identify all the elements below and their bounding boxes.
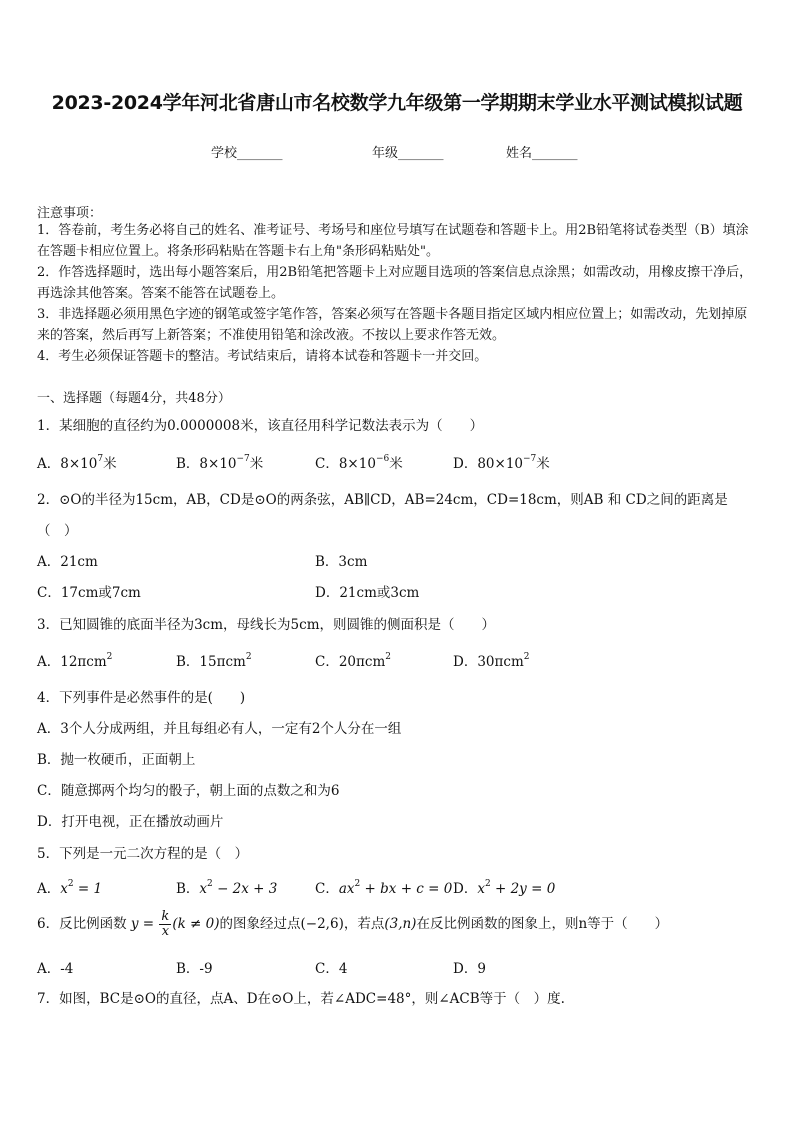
question-2-stem: 2．⊙O的半径为15cm，AB，CD是⊙O的两条弦，AB∥CD，AB=24cm，CD=18cm，则AB 和 CD之间的距离是: [37, 492, 728, 508]
school-field: 学校_______: [211, 146, 283, 161]
q3-option-b: B．15πcm$^2$: [176, 652, 252, 670]
q6-option-c: C．4: [315, 961, 348, 977]
q5-option-a: A．$x^2 = 1$: [37, 879, 103, 897]
question-1-stem: 1．某细胞的直径约为0.0000008米，该直径用科学记数法表示为（ ）: [37, 418, 484, 434]
notes-list: [37, 220, 759, 367]
q5-option-c: C．$ax^2$ + bx + c = 0: [315, 879, 453, 897]
q4-option-a: A．3个人分成两组，并且每组必有人，一定有2个人分在一组: [37, 721, 402, 737]
q5-option-b: B．$x^2 - 2x + 3$: [176, 879, 278, 897]
note-item: 1．答卷前，考生务必将自己的姓名、准考证号、考场号和座位号填写在试题卷和答题卡上。用2B铅笔将试卷类型（B）填涂在答题卡相应位置上。将条形码粘贴在答题卡右上角"条形码粘贴处"。: [37, 223, 749, 259]
note-item: 3．非选择题必须用黑色字迹的钢笔或签字笔作答，答案必须写在答题卡各题目指定区域内相应位置上；如需改动，先划掉原来的答案，然后再写上新答案；不准使用铅笔和涂改液。不按以上要求作答无效。: [37, 307, 748, 343]
note-item: 4．考生必须保证答题卡的整洁。考试结束后，请将本试卷和答题卡一并交回。: [37, 349, 488, 364]
q1-option-d: D．$80\times 10^{-7}$米: [453, 454, 550, 472]
q2-option-b: B．3cm: [315, 554, 368, 570]
note-item: 2．作答选择题时，选出每小题答案后，用2B铅笔把答题卡上对应题目选项的答案信息点涂黑；如需改动，用橡皮擦干净后，再选涂其他答案。答案不能答在试题卷上。: [37, 265, 753, 301]
q3-option-d: D．30πcm$^2$: [453, 652, 530, 670]
notes-heading: 注意事项：: [37, 206, 103, 221]
q6-option-d: D．9: [453, 961, 486, 977]
question-7-stem: 7．如图，BC是⊙O的直径，点A、D在⊙O上，若∠ADC=48°，则∠ACB等于（ ）度.: [37, 991, 565, 1007]
q3-option-c: C．20πcm$^2$: [315, 652, 391, 670]
section-heading: 一、选择题（每题4分，共48分）: [37, 391, 231, 406]
fraction-k-over-x: $\frac{k}{x}$: [161, 909, 170, 939]
name-field: 姓名_______: [506, 146, 578, 161]
q5-option-d: D．$x^2 + 2y = 0$: [453, 879, 556, 897]
q4-option-c: C．随意掷两个均匀的骰子，朝上面的点数之和为6: [37, 783, 340, 799]
q2-option-d: D．21cm或3cm: [315, 585, 420, 601]
q1-option-c: C．$8\times 10^{-6}$米: [315, 454, 403, 472]
q2-option-c: C．17cm或7cm: [37, 585, 141, 601]
q1-option-a: A．$8\times 10^7$米: [37, 454, 117, 472]
question-4-stem: 4．下列事件是必然事件的是( ): [37, 690, 246, 706]
q4-option-b: B．抛一枚硬币，正面朝上: [37, 752, 196, 768]
q6-option-a: A．-4: [37, 961, 74, 977]
question-5-stem: 5．下列是一元二次方程的是（ ）: [37, 846, 249, 862]
question-3-stem: 3．已知圆锥的底面半径为3cm，母线长为5cm，则圆锥的侧面积是（ ）: [37, 617, 495, 633]
q4-option-d: D．打开电视，正在播放动画片: [37, 814, 224, 830]
question-6-stem: 6．反比例函数 y = $\frac{k}{x}$ (k ≠ 0)的图象经过点(−2,6)，若点(3,n)在反比例函数的图象上，则n等于（ ）: [37, 909, 669, 939]
q3-option-a: A．12πcm$^2$: [37, 652, 113, 670]
q2-option-a: A．21cm: [37, 554, 98, 570]
question-2-stem-cont: （ ）: [37, 523, 78, 539]
q6-option-b: B．-9: [176, 961, 213, 977]
grade-field: 年级_______: [372, 146, 444, 161]
q1-option-b: B．$8\times 10^{-7}$米: [176, 454, 264, 472]
page-title: 2023-2024学年河北省唐山市名校数学九年级第一学期期末学业水平测试模拟试题: [51, 92, 743, 114]
